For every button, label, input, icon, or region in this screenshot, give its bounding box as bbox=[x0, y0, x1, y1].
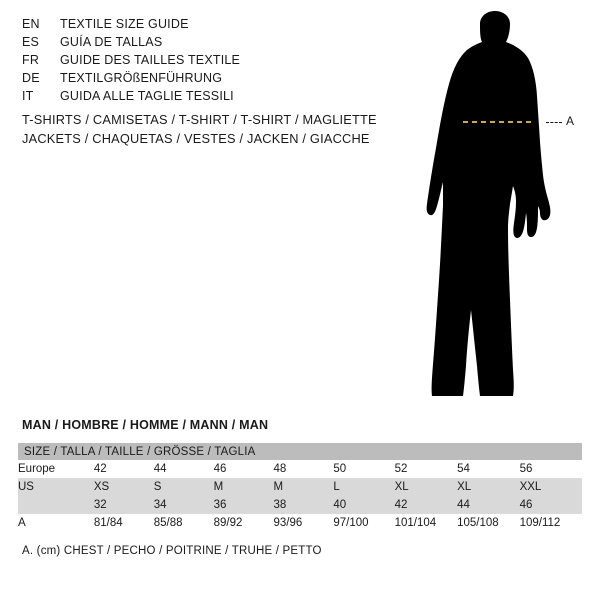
table-cell: 42 bbox=[395, 496, 458, 514]
language-row bbox=[22, 71, 382, 89]
category-block bbox=[22, 110, 442, 148]
language-code: FR bbox=[22, 53, 40, 67]
table-row bbox=[18, 514, 582, 532]
row-label: A bbox=[18, 514, 94, 532]
table-title: MAN / HOMBRE / HOMME / MANN / MAN bbox=[22, 418, 269, 432]
footnote: A. (cm) CHEST / PECHO / POITRINE / TRUHE / PETTO bbox=[22, 545, 322, 557]
language-text: TEXTILE SIZE GUIDE bbox=[60, 17, 189, 31]
table-cell: 46 bbox=[520, 496, 582, 514]
table-cell: 56 bbox=[520, 460, 582, 478]
language-text: GUIDE DES TAILLES TEXTILE bbox=[60, 53, 241, 67]
table-cell: 109/112 bbox=[520, 514, 582, 532]
language-code: EN bbox=[22, 17, 40, 31]
table-cell: 93/96 bbox=[273, 514, 333, 532]
row-label: US bbox=[18, 478, 94, 496]
table-cell: 38 bbox=[273, 496, 333, 514]
size-table bbox=[18, 443, 582, 532]
row-label: Europe bbox=[18, 460, 94, 478]
category-line-tshirts: T-SHIRTS / CAMISETAS / T-SHIRT / T-SHIRT / MAGLIETTE bbox=[22, 112, 377, 127]
table-cell: 42 bbox=[94, 460, 154, 478]
language-code: ES bbox=[22, 35, 40, 49]
table-cell: 97/100 bbox=[333, 514, 394, 532]
language-text: GUÍA DE TALLAS bbox=[60, 35, 163, 49]
table-cell: 81/84 bbox=[94, 514, 154, 532]
table-cell: 48 bbox=[273, 460, 333, 478]
table-cell: 46 bbox=[214, 460, 274, 478]
language-code: IT bbox=[22, 89, 34, 103]
table-cell: XL bbox=[457, 478, 520, 496]
table-cell: S bbox=[154, 478, 214, 496]
table-row bbox=[18, 460, 582, 478]
table-cell: 34 bbox=[154, 496, 214, 514]
male-silhouette-icon bbox=[410, 10, 600, 405]
language-row bbox=[22, 89, 382, 107]
row-label bbox=[18, 496, 94, 514]
table-cell: 105/108 bbox=[457, 514, 520, 532]
table-cell: XL bbox=[395, 478, 458, 496]
table-header-label: SIZE / TALLA / TAILLE / GRÖSSE / TAGLIA bbox=[18, 443, 582, 460]
table-cell: 44 bbox=[154, 460, 214, 478]
measure-label-a: A bbox=[566, 114, 575, 128]
language-code: DE bbox=[22, 71, 40, 85]
table-cell: XS bbox=[94, 478, 154, 496]
table-cell: 40 bbox=[333, 496, 394, 514]
table-cell: L bbox=[333, 478, 394, 496]
table-cell: 85/88 bbox=[154, 514, 214, 532]
table-cell: 101/104 bbox=[395, 514, 458, 532]
table-row bbox=[18, 496, 582, 514]
language-row bbox=[22, 17, 382, 35]
table-cell: 52 bbox=[395, 460, 458, 478]
measure-leader-line bbox=[546, 122, 562, 124]
language-row bbox=[22, 35, 382, 53]
table-cell: 44 bbox=[457, 496, 520, 514]
table-cell: 54 bbox=[457, 460, 520, 478]
table-cell: XXL bbox=[520, 478, 582, 496]
table-cell: M bbox=[214, 478, 274, 496]
table-row bbox=[18, 478, 582, 496]
category-line-jackets: JACKETS / CHAQUETAS / VESTES / JACKEN / GIACCHE bbox=[22, 131, 370, 146]
language-header-block bbox=[22, 17, 382, 107]
body-figure bbox=[410, 10, 600, 405]
language-text: TEXTILGRÖßENFÜHRUNG bbox=[60, 71, 223, 85]
table-cell: 32 bbox=[94, 496, 154, 514]
table-header-row bbox=[18, 443, 582, 460]
language-row bbox=[22, 53, 382, 71]
language-text: GUIDA ALLE TAGLIE TESSILI bbox=[60, 89, 234, 103]
table-cell: M bbox=[273, 478, 333, 496]
table-cell: 36 bbox=[214, 496, 274, 514]
table-cell: 89/92 bbox=[214, 514, 274, 532]
table-cell: 50 bbox=[333, 460, 394, 478]
